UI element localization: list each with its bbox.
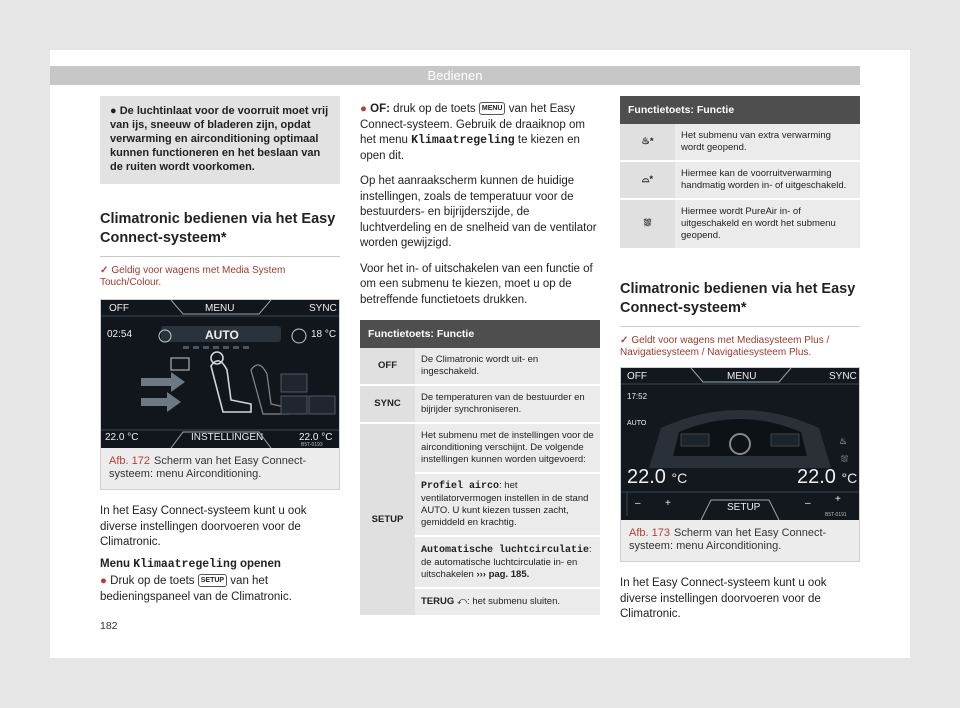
column-left	[100, 96, 340, 605]
table-header: Functietoets: Functie	[360, 320, 600, 348]
check-icon: ✓	[100, 265, 109, 276]
bullet-text-2: van het Easy Connect-systeem. Gebruik de draaiknop om het menu	[360, 103, 585, 146]
option-text: : de automatische luchtcirculatie in- en uitschakelen	[421, 543, 592, 580]
value-cell: Hiermee kan de voorruitverwarming handmatig worden in- of uitgeschakeld.	[675, 161, 860, 199]
table-row	[360, 385, 600, 423]
option-name: Profiel airco	[421, 481, 500, 492]
bullet-text-2: van het bedieningspaneel van de Climatronic.	[100, 575, 292, 603]
menu-key-icon: MENU	[479, 102, 506, 115]
applies-note	[620, 335, 860, 359]
off-button[interactable]: OFF	[627, 371, 647, 382]
menu-suffix: openen	[239, 557, 281, 570]
value-cell: De Climatronic wordt uit- en ingeschakeld.	[415, 348, 600, 385]
setup-key-icon: SETUP	[198, 574, 227, 587]
section-heading: Climatronic bedienen via het Easy Connect-systeem*	[620, 280, 860, 327]
table-row	[620, 199, 860, 249]
caption-text: Scherm van het Easy Connect-systeem: menu Airconditioning.	[109, 455, 307, 480]
auto-button[interactable]: AUTO	[205, 328, 239, 342]
pureair-icon[interactable]: ⛆	[841, 454, 849, 464]
temp-left[interactable]: 22.0 °C	[105, 432, 139, 443]
climate-screen	[621, 368, 859, 520]
column-right	[620, 96, 860, 623]
page-number: 182	[100, 620, 118, 632]
table-row	[360, 423, 600, 473]
auto-button[interactable]: AUTO	[627, 420, 647, 427]
key-cell: SETUP	[360, 423, 415, 616]
bullet-text: druk op de toets	[393, 103, 476, 115]
screen-graphic	[621, 368, 859, 520]
warning-text: De luchtinlaat voor de voorruit moet vrij van ijs, sneeuw of bladeren zijn, opdat verwarming en airconditioning optimaal kunnen functioneren en het beslaan van de ruiten wordt voorkomen.	[110, 105, 329, 173]
bullet-label: OF:	[370, 103, 390, 115]
rear-heater-icon: ♨*	[620, 124, 675, 161]
table-header: Functietoets: Functie	[620, 96, 860, 124]
figure-173	[620, 367, 860, 562]
bullet-text: Druk op de toets	[110, 575, 195, 587]
menu-name: Klimaatregeling	[133, 557, 237, 571]
temp-right[interactable]: 22.0 °C	[299, 432, 333, 443]
figure-label: Afb. 172	[109, 455, 150, 467]
key-cell: SYNC	[360, 385, 415, 423]
figure-caption	[101, 448, 339, 489]
figure-label: Afb. 173	[629, 527, 670, 539]
back-label: TERUG	[421, 596, 455, 607]
value-cell	[415, 473, 600, 536]
figure-172	[100, 299, 340, 490]
option-text: : het submenu sluiten.	[467, 596, 560, 607]
setup-button[interactable]: SETUP	[727, 502, 761, 513]
sync-button[interactable]: SYNC	[829, 371, 857, 382]
pureair-icon: ⛆	[620, 199, 675, 249]
applies-text: Geldt voor wagens met Mediasysteem Plus / Navigatiesysteem / Navigatiesysteem Plus.	[620, 335, 830, 358]
rear-heater-icon[interactable]: ♨	[839, 436, 848, 446]
bullet-text-3: te kiezen en open dit.	[360, 134, 580, 162]
applies-note	[100, 265, 340, 289]
table-row	[360, 348, 600, 385]
column-middle	[360, 96, 600, 617]
table-row	[620, 124, 860, 161]
paragraph: Op het aanraakscherm kunnen de huidige instellingen, zoals de temperatuur voor de bestuurders- en bijrijderszijde, de luchtverdeling en de snelheid van de ventilator worden gewijzigd.	[360, 175, 597, 249]
menu-name: Klimaatregeling	[411, 134, 515, 147]
screen-graphic	[101, 300, 339, 448]
value-cell: De temperaturen van de bestuurder en bijrijder synchroniseren.	[415, 385, 600, 423]
settings-button[interactable]: INSTELLINGEN	[191, 432, 264, 443]
menu-label: Menu	[100, 557, 131, 570]
off-button[interactable]: OFF	[109, 303, 129, 314]
option-text: : het ventilatorvermogen instellen in de stand AUTO. U kunt kiezen tussen zacht, gemiddeld en krachtig.	[421, 480, 589, 528]
paragraph: In het Easy Connect-systeem kunt u ook diverse instellingen doorvoeren voor de Climatronic.	[100, 505, 307, 548]
clock: 17:52	[627, 392, 648, 401]
bullet-item: ● Druk op de toets SETUP van het bedieningspaneel van de Climatronic.	[100, 575, 292, 603]
key-cell: OFF	[360, 348, 415, 385]
value-cell: Het submenu met de instellingen voor de airconditioning verschijnt. De volgende instellingen kunnen worden uitgevoerd:	[415, 423, 600, 473]
menu-button[interactable]: MENU	[727, 371, 757, 382]
page-ref: ››› pag. 185.	[476, 568, 530, 580]
function-table	[360, 320, 600, 617]
bullet-item: ● OF: druk op de toets MENU van het Easy Connect-systeem. Gebruik de draaiknop om het menu Klimaatregeling te kiezen en open dit.	[360, 103, 585, 162]
climate-screen	[101, 300, 339, 448]
value-cell: Hiermee wordt PureAir in- of uitgeschakeld en wordt het submenu geopend.	[675, 199, 860, 249]
clock: 02:54	[107, 329, 133, 340]
page-header: Bedienen	[50, 66, 860, 85]
temp-right-minus[interactable]: –	[805, 498, 811, 509]
outside-temp: 18 °C	[311, 329, 337, 340]
temp-right[interactable]: 22.0 °C	[797, 466, 858, 488]
caption-text: Scherm van het Easy Connect-systeem: menu Airconditioning.	[629, 527, 827, 552]
applies-text: Geldig voor wagens met Media System Touch/Colour.	[100, 265, 286, 288]
windshield-heater-icon: ⌓*	[620, 161, 675, 199]
back-icon: ⤺	[456, 596, 468, 607]
image-code: B5T-0193	[301, 442, 323, 448]
option-name: Automatische luchtcirculatie	[421, 544, 590, 556]
menu-line	[100, 557, 340, 573]
temp-right-plus[interactable]: +	[835, 494, 841, 505]
temp-left-minus[interactable]: –	[635, 498, 641, 509]
bullet-icon: ●	[110, 105, 120, 117]
temp-left[interactable]: 22.0 °C	[627, 466, 688, 488]
section-heading: Climatronic bedienen via het Easy Connect-systeem*	[100, 210, 340, 257]
table-row	[620, 161, 860, 199]
paragraph: In het Easy Connect-systeem kunt u ook diverse instellingen doorvoeren voor de Climatronic.	[620, 577, 827, 620]
menu-button[interactable]: MENU	[205, 303, 235, 314]
value-cell	[415, 536, 600, 588]
paragraph: Voor het in- of uitschakelen van een functie of om een submenu te kiezen, moet u op de betreffende functietoets drukken.	[360, 262, 593, 306]
image-code: B5T-0191	[825, 512, 847, 518]
figure-caption	[621, 520, 859, 561]
value-cell: Het submenu van extra verwarming wordt geopend.	[675, 124, 860, 161]
value-cell	[415, 588, 600, 616]
warning-box	[100, 96, 340, 184]
sync-button[interactable]: SYNC	[309, 303, 337, 314]
icon-function-table	[620, 96, 860, 250]
temp-left-plus[interactable]: +	[665, 498, 671, 509]
check-icon: ✓	[620, 335, 629, 346]
